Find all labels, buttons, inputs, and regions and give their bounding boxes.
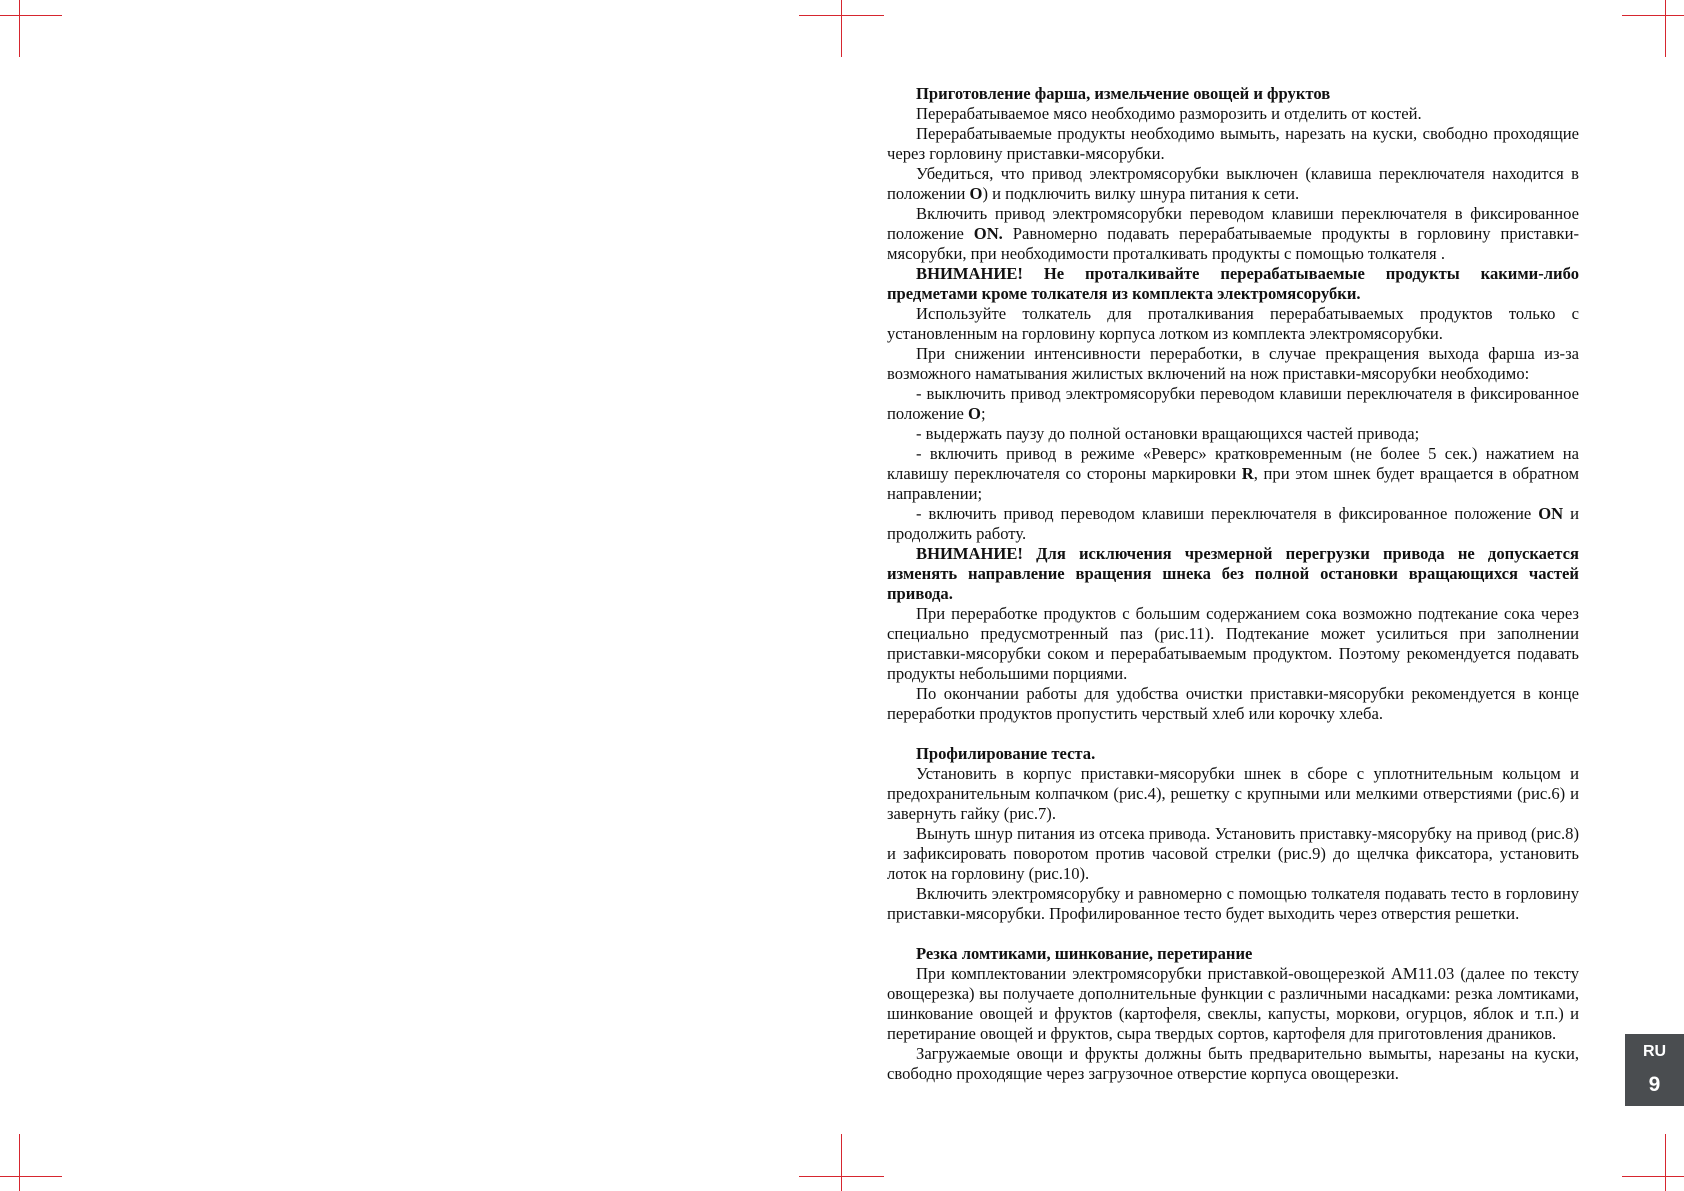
crop-mark	[799, 15, 884, 16]
section-heading: Профилирование теста.	[916, 744, 1096, 763]
crop-mark	[1622, 15, 1684, 16]
crop-mark	[0, 1176, 62, 1177]
list-item: - включить привод в режиме «Реверс» кратковременным (не более 5 сек.) нажатием на клавишу переключателя со стороны маркировки R, при этом шнек будет вращается в обратном направлении;	[887, 444, 1579, 503]
page-tab	[1625, 1034, 1684, 1106]
paragraph: Используйте толкатель для проталкивания перерабатываемых продуктов только с установленным на горловину корпуса лотком из комплекта электромясорубки.	[887, 304, 1579, 343]
paragraph: Включить привод электромясорубки переводом клавиши переключателя в фиксированное положение ON. Равномерно подавать перерабатываемые продукты в горловину приставки-мясорубки, при необходимости проталкивать продукты с помощью толкателя .	[887, 204, 1579, 263]
paragraph: Установить в корпус приставки-мясорубки шнек в сборе с уплотнительным кольцом и предохранительным колпачком (рис.4), решетку с крупными или мелкими отверстиями (рис.6) и завернуть гайку (рис.7).	[887, 764, 1579, 823]
language-label: RU	[1642, 1043, 1667, 1060]
warning-paragraph: ВНИМАНИЕ! Для исключения чрезмерной перегрузки привода не допускается изменять направление вращения шнека без полной остановки вращающихся частей привода.	[887, 544, 1579, 603]
paragraph: Убедиться, что привод электромясорубки выключен (клавиша переключателя находится в положении O) и подключить вилку шнура питания к сети.	[887, 164, 1579, 203]
paragraph: При комплектовании электромясорубки приставкой-овощерезкой AM11.03 (далее по тексту овощерезка) вы получаете дополнительные функции с различными насадками: резка ломтиками, шинкование овощей и фруктов (картофеля, свеклы, капусты, моркови, огурцов, яблок и т.п.) и перетирание овощей и фруктов, сыра твердых сортов, картофеля для приготовления драников.	[887, 964, 1579, 1043]
paragraph: По окончании работы для удобства очистки приставки-мясорубки рекомендуется в конце переработки продуктов пропустить черствый хлеб или корочку хлеба.	[887, 684, 1579, 723]
list-item: - включить привод переводом клавиши переключателя в фиксированное положение ON и продолжить работу.	[887, 504, 1580, 543]
section-heading: Приготовление фарша, измельчение овощей и фруктов	[916, 84, 1331, 103]
paragraph: Загружаемые овощи и фрукты должны быть предварительно вымыты, нарезаны на куски, свободно проходящие через загрузочное отверстие корпуса овощерезки.	[887, 1044, 1579, 1083]
crop-mark	[1665, 1134, 1666, 1191]
crop-mark	[841, 0, 842, 57]
paragraph: Перерабатываемое мясо необходимо разморозить и отделить от костей.	[916, 104, 1422, 123]
crop-mark	[841, 1134, 842, 1191]
paragraph: Включить электромясорубку и равномерно с помощью толкателя подавать тесто в горловину приставки-мясорубки. Профилированное тесто будет выходить через отверстия решетки.	[887, 884, 1579, 923]
paragraph: Вынуть шнур питания из отсека привода. Установить приставку-мясорубку на привод (рис.8) и зафиксировать поворотом против часовой стрелки (рис.9) до щелчка фиксатора, установить лоток на горловину (рис.10).	[887, 824, 1579, 883]
warning-paragraph: ВНИМАНИЕ! Не проталкивайте перерабатываемые продукты какими-либо предметами кроме толкателя из комплекта электромясорубки.	[887, 264, 1579, 303]
crop-mark	[19, 0, 20, 57]
page-number: 9	[1648, 1073, 1661, 1096]
crop-mark	[799, 1176, 884, 1177]
section-heading: Резка ломтиками, шинкование, перетирание	[916, 944, 1253, 963]
paragraph: При переработке продуктов с большим содержанием сока возможно подтекание сока через специально предусмотренный паз (рис.11). Подтекание может усилиться при заполнении приставки-мясорубки соком и перерабатываемым продуктом. Поэтому рекомендуется подавать продукты небольшими порциями.	[887, 604, 1579, 683]
list-item: - выключить привод электромясорубки переводом клавиши переключателя в фиксированное положение O;	[887, 384, 1579, 423]
crop-mark	[0, 15, 62, 16]
list-item: - выдержать паузу до полной остановки вращающихся частей привода;	[916, 424, 1420, 443]
paragraph: Перерабатываемые продукты необходимо вымыть, нарезать на куски, свободно проходящие через горловину приставки-мясорубки.	[887, 124, 1579, 163]
crop-mark	[1665, 0, 1666, 57]
crop-mark	[1622, 1176, 1684, 1177]
crop-mark	[19, 1134, 20, 1191]
paragraph: При снижении интенсивности переработки, в случае прекращения выхода фарша из-за возможного наматывания жилистых включений на нож приставки-мясорубки необходимо:	[887, 344, 1579, 383]
page-text-column	[887, 84, 1579, 1084]
